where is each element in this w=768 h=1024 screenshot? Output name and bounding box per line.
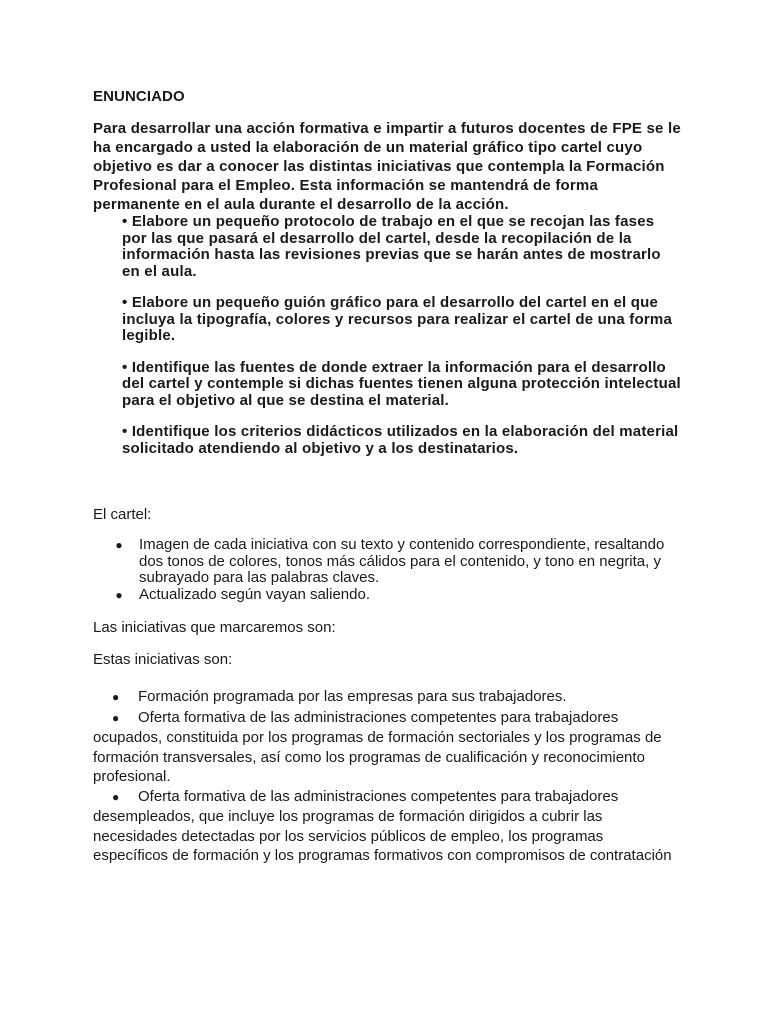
cartel-label: El cartel: [93,506,152,523]
task-item: • Elabore un pequeño protocolo de trabajo en el que se recojan las fases por las que pasará el desarrollo del cartel, desde la recopilación de la información hasta las revisiones previas que se harán antes de mostrarlo en el aula. [122,213,661,280]
list-item-text: Formación programada por las empresas para sus trabajadores. [138,688,567,705]
task-list [122,214,682,472]
marcaremos-text: Las iniciativas que marcaremos son: [93,619,336,636]
intro-paragraph: Para desarrollar una acción formativa e impartir a futuros docentes de FPE se le ha encargado a usted la elaboración de un material gráfico tipo cartel cuyo objetivo es dar a conocer las distintas iniciativas que contempla la Formación Profesional para el Empleo. Esta información se mantendrá de forma permanente en el aula durante el desarrollo de la acción. [93,120,681,213]
task-item: • Identifique los criterios didácticos utilizados en la elaboración del material solicitado atendiendo al objetivo y a los destinatarios. [122,423,679,457]
page-title: ENUNCIADO [93,88,185,105]
list-item-text: Oferta formativa de las administraciones competentes para trabajadores ocupados, constituida por los programas de formación sectoriales y los programas de formación transversales, así como los programas de cualificación y reconocimiento profesional. [93,708,662,785]
bullet-icon: ● [112,789,120,804]
bullet-icon: ● [112,710,120,725]
task-item: • Elabore un pequeño guión gráfico para el desarrollo del cartel en el que incluya la tipografía, colores y recursos para realizar el cartel de una forma legible. [122,294,672,344]
estas-text: Estas iniciativas son: [93,651,233,668]
list-item-text: Oferta formativa de las administraciones competentes para trabajadores desempleados, que incluye los programas de formación dirigidos a cubrir las necesidades detectadas por los servicios públicos de empleo, los programas específicos de formación y los programas formativos con compromisos de contratación [93,787,672,864]
list-item [93,687,673,708]
list-item-text: Actualizado según vayan saliendo. [139,585,370,603]
list-item [112,587,682,604]
cartel-list [112,537,682,603]
bullet-icon: ● [115,538,123,552]
list-item-text: Imagen de cada iniciativa con su texto y contenido correspondiente, resaltando dos tonos de colores, tonos más cálidos para el contenido, y tono en negrita, y subrayado para las palabras claves. [139,536,665,586]
list-item [93,708,673,787]
task-item: • Identifique las fuentes de donde extraer la información para el desarrollo del cartel y contemple si dichas fuentes tienen alguna protección intelectual para el objetivo al que se destina el material. [122,358,681,409]
list-item [93,787,673,866]
bullet-icon: ● [112,690,120,704]
list-item [112,537,682,587]
iniciativas-list [93,687,673,866]
bullet-icon: ● [115,587,123,602]
